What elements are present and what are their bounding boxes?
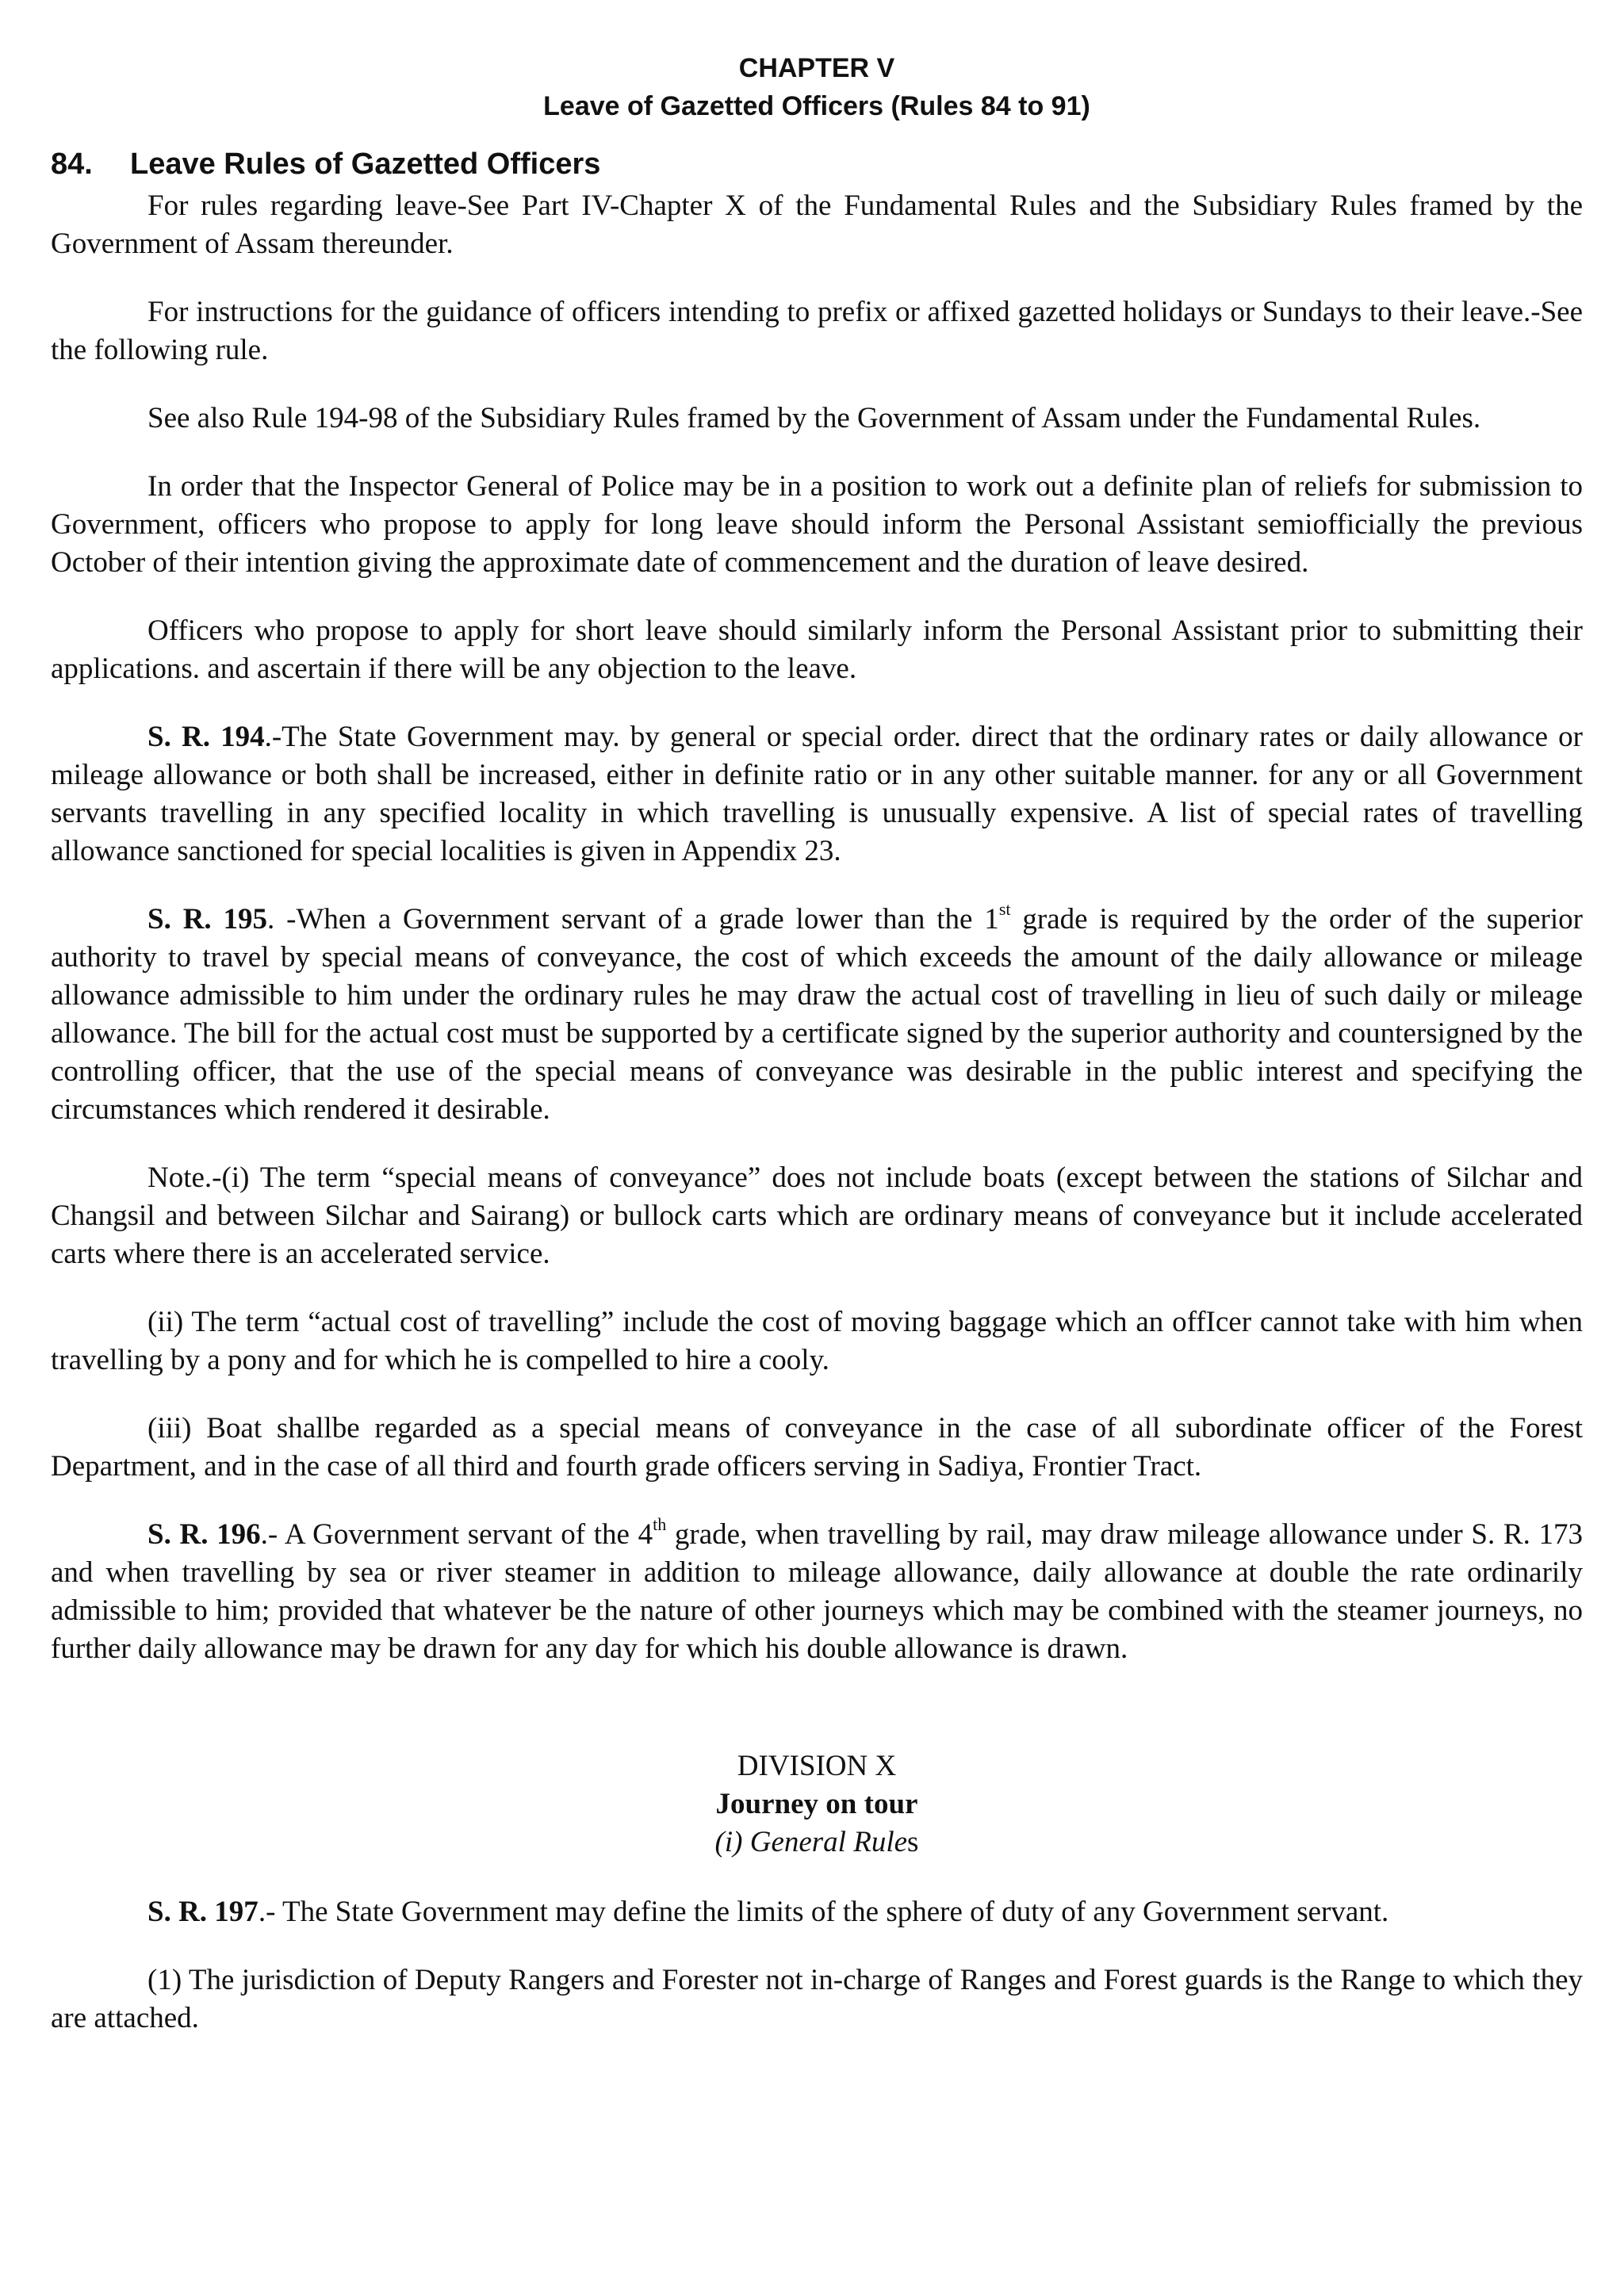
sr-197-text: .- The State Government may define the limits of the sphere of duty of any Government servant. (258, 1896, 1389, 1928)
sr-195-sup: st (998, 898, 1011, 919)
rule-84-heading (51, 144, 1583, 184)
sr-197-paragraph (51, 1893, 1583, 1931)
sr-197-label: S. R. 197 (147, 1896, 259, 1928)
rule-title: Leave Rules of Gazetted Officers (130, 147, 601, 181)
sr-196-sup: th (653, 1513, 667, 1534)
division-section-tail: s (907, 1826, 919, 1858)
rule-84-paragraph-1: For rules regarding leave-See Part IV-Chapter X of the Fundamental Rules and the Subsidiary Rules framed by the Government of Assam thereunder. (51, 189, 1583, 260)
rule-84-paragraph-3: See also Rule 194-98 of the Subsidiary Rules framed by the Government of Assam under the Fundamental Rules. (147, 402, 1481, 434)
rule-84-paragraph-4: In order that the Inspector General of Police may be in a position to work out a definite plan of reliefs for submission to Government, officers who propose to apply for long leave should inform the Personal Assistant semiofficially the previous October of their intention giving the approximate date of commencement and the duration of leave desired. (51, 470, 1583, 579)
sr-195-text-before: . -When a Government servant of a grade lower than the 1 (267, 903, 999, 936)
sr-194-text: .-The State Government may. by general or special order. direct that the ordinary rates or daily allowance or mileage allowance or both shall be increased, either in definite ratio or in any other suitable manner. for any or all Government servants travelling in any specified locality in which travelling is unusually expensive. A list of special rates of travelling allowance sanctioned for special localities is given in Appendix 23. (51, 721, 1583, 867)
division-title: DIVISION X (737, 1750, 897, 1782)
document-page (51, 49, 1583, 2068)
sr-195-paragraph (51, 898, 1583, 1129)
sr-194-paragraph (51, 718, 1583, 871)
rule-84-paragraph-5: Officers who propose to apply for short leave should similarly inform the Personal Assistant prior to submitting their applications. and ascertain if there will be any objection to the leave. (51, 614, 1583, 685)
division-subtitle: Journey on tour (715, 1788, 918, 1820)
sr-197-item-1: (1) The jurisdiction of Deputy Rangers and Forester not in-charge of Ranges and Forest guards is the Range to which they are attached. (51, 1964, 1583, 2034)
note-2: (ii) The term “actual cost of travelling” include the cost of moving baggage which an offIcer cannot take with him when travelling by a pony and for which he is compelled to hire a cooly. (51, 1306, 1583, 1376)
chapter-title: CHAPTER V (738, 53, 895, 83)
note-1: Note.-(i) The term “special means of conveyance” does not include boats (except between the stations of Silchar and Changsil and between Silchar and Sairang) or bullock carts which are ordinary means of conveyance but it include accelerated carts where there is an accelerated service. (51, 1161, 1583, 1270)
rule-84-paragraph-2: For instructions for the guidance of officers intending to prefix or affixed gazetted holidays or Sundays to their leave.-See the following rule. (51, 296, 1583, 366)
rule-number: 84. (51, 147, 93, 181)
sr-196-label: S. R. 196 (147, 1518, 261, 1551)
chapter-header (51, 49, 1583, 125)
sr-196-text-before: .- A Government servant of the 4 (260, 1518, 653, 1551)
note-3: (iii) Boat shallbe regarded as a special means of conveyance in the case of all subordinate officer of the Forest Department, and in the case of all third and fourth grade officers serving in Sadiya, Frontier Tract. (51, 1412, 1583, 1483)
division-header (51, 1747, 1583, 1862)
sr-194-label: S. R. 194 (147, 721, 265, 753)
division-section (51, 1823, 1583, 1862)
sr-196-paragraph (51, 1513, 1583, 1668)
sr-195-text-after: grade is required by the order of the superior authority to travel by special means of conveyance, the cost of which exceeds the amount of the daily allowance or mileage allowance admissible to him under the ordinary rules he may draw the actual cost of travelling in lieu of such daily or mileage allowance. The bill for the actual cost must be supported by a certificate signed by the superior authority and countersigned by the controlling officer, that the use of the special means of conveyance was desirable in the public interest and specifying the circumstances which rendered it desirable. (51, 903, 1583, 1126)
sr-195-label: S. R. 195 (147, 903, 268, 936)
chapter-subtitle: Leave of Gazetted Officers (Rules 84 to 91) (543, 91, 1090, 121)
sr-196-text-after: grade, when travelling by rail, may draw mileage allowance under S. R. 173 and when travelling by sea or river steamer in addition to mileage allowance, daily allowance at double the rate ordinarily admissible to him; provided that whatever be the nature of other journeys which may be combined with the steamer journeys, no further daily allowance may be drawn for any day for which his double allowance is drawn. (51, 1518, 1583, 1665)
division-section-italic: (i) General Rule (714, 1826, 908, 1858)
